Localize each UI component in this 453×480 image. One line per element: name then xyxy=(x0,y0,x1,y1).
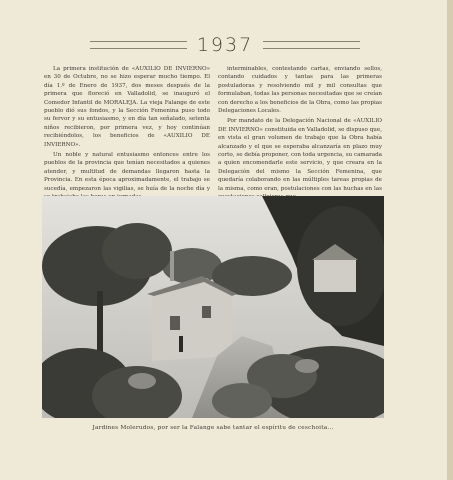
photo-caption: Jardines Molerudos, por ser la Falange sabe tantar el espíritu de ceschoita... xyxy=(92,425,334,431)
paragraph: Un noble y natural entusiasmo entonces entre los pueblos de la provincia que tenían necesitados a quienes atender, y multitud de demandas llegaron hasta la Provincia. En esta época aproximadamente, el trabajo se sucedía, empezaron las vigilias, se huía de la noche día y xyxy=(44,152,210,192)
page-edge xyxy=(447,0,453,480)
right-column xyxy=(218,65,382,204)
garden-photograph xyxy=(42,196,384,418)
paragraph: La primera institución de «AUXILIO DE INVIERNO» en 30 de Octubre, no se hizo esperar mucho tiempo. El día 1.º de Enero de 1937, dos meses después de la primera que floreció en Valladolid, se inauguró el Comedor Infantil de MORALEJA. La vieja Falange de este pueblo dió sus fondos, y la Sección Femenina puso todo su fervor y su entusiasmo, y en día tan señalado, setenta niños recibieron, por primera vez, y hoy continúan recibiéndolos, los beneficios de «AUXILIO DE INVIERNO». xyxy=(44,66,210,148)
year-heading xyxy=(90,33,360,57)
garden-photo-illustration xyxy=(42,196,384,418)
left-column xyxy=(44,65,210,204)
left-rule xyxy=(90,41,187,49)
year-title: 1937 xyxy=(196,34,254,56)
right-rule xyxy=(263,41,360,49)
paragraph: interminables, contestando cartas, enviando sellos, contando cuidados y tantas para las primeras postuladoras y resolviendo mil y mil consultas que formulaban, todas las personas necesitadas que se creían con derecho a los beneficios de la Obra, como las propias Delegaciones Locales. xyxy=(218,66,382,115)
paragraph: Por mandato de la Delegación Nacional de «AUXILIO DE INVIERNO» constituida en Valladolid, se dispuso que, en vista el gran volumen de trabajo que la Obra había alcanzado y el que se esperaba alcanzaría en plazo muy corto, se debía proponer, con toda urgencia, su camarada a quien encomendarle este servicio, y que creara en la Delegación del mismo la Sección Femenina, que quedaría colaborando en las múltiples tareas propias de la misma, como eran, postulaciones con las huchas en las xyxy=(218,118,382,192)
